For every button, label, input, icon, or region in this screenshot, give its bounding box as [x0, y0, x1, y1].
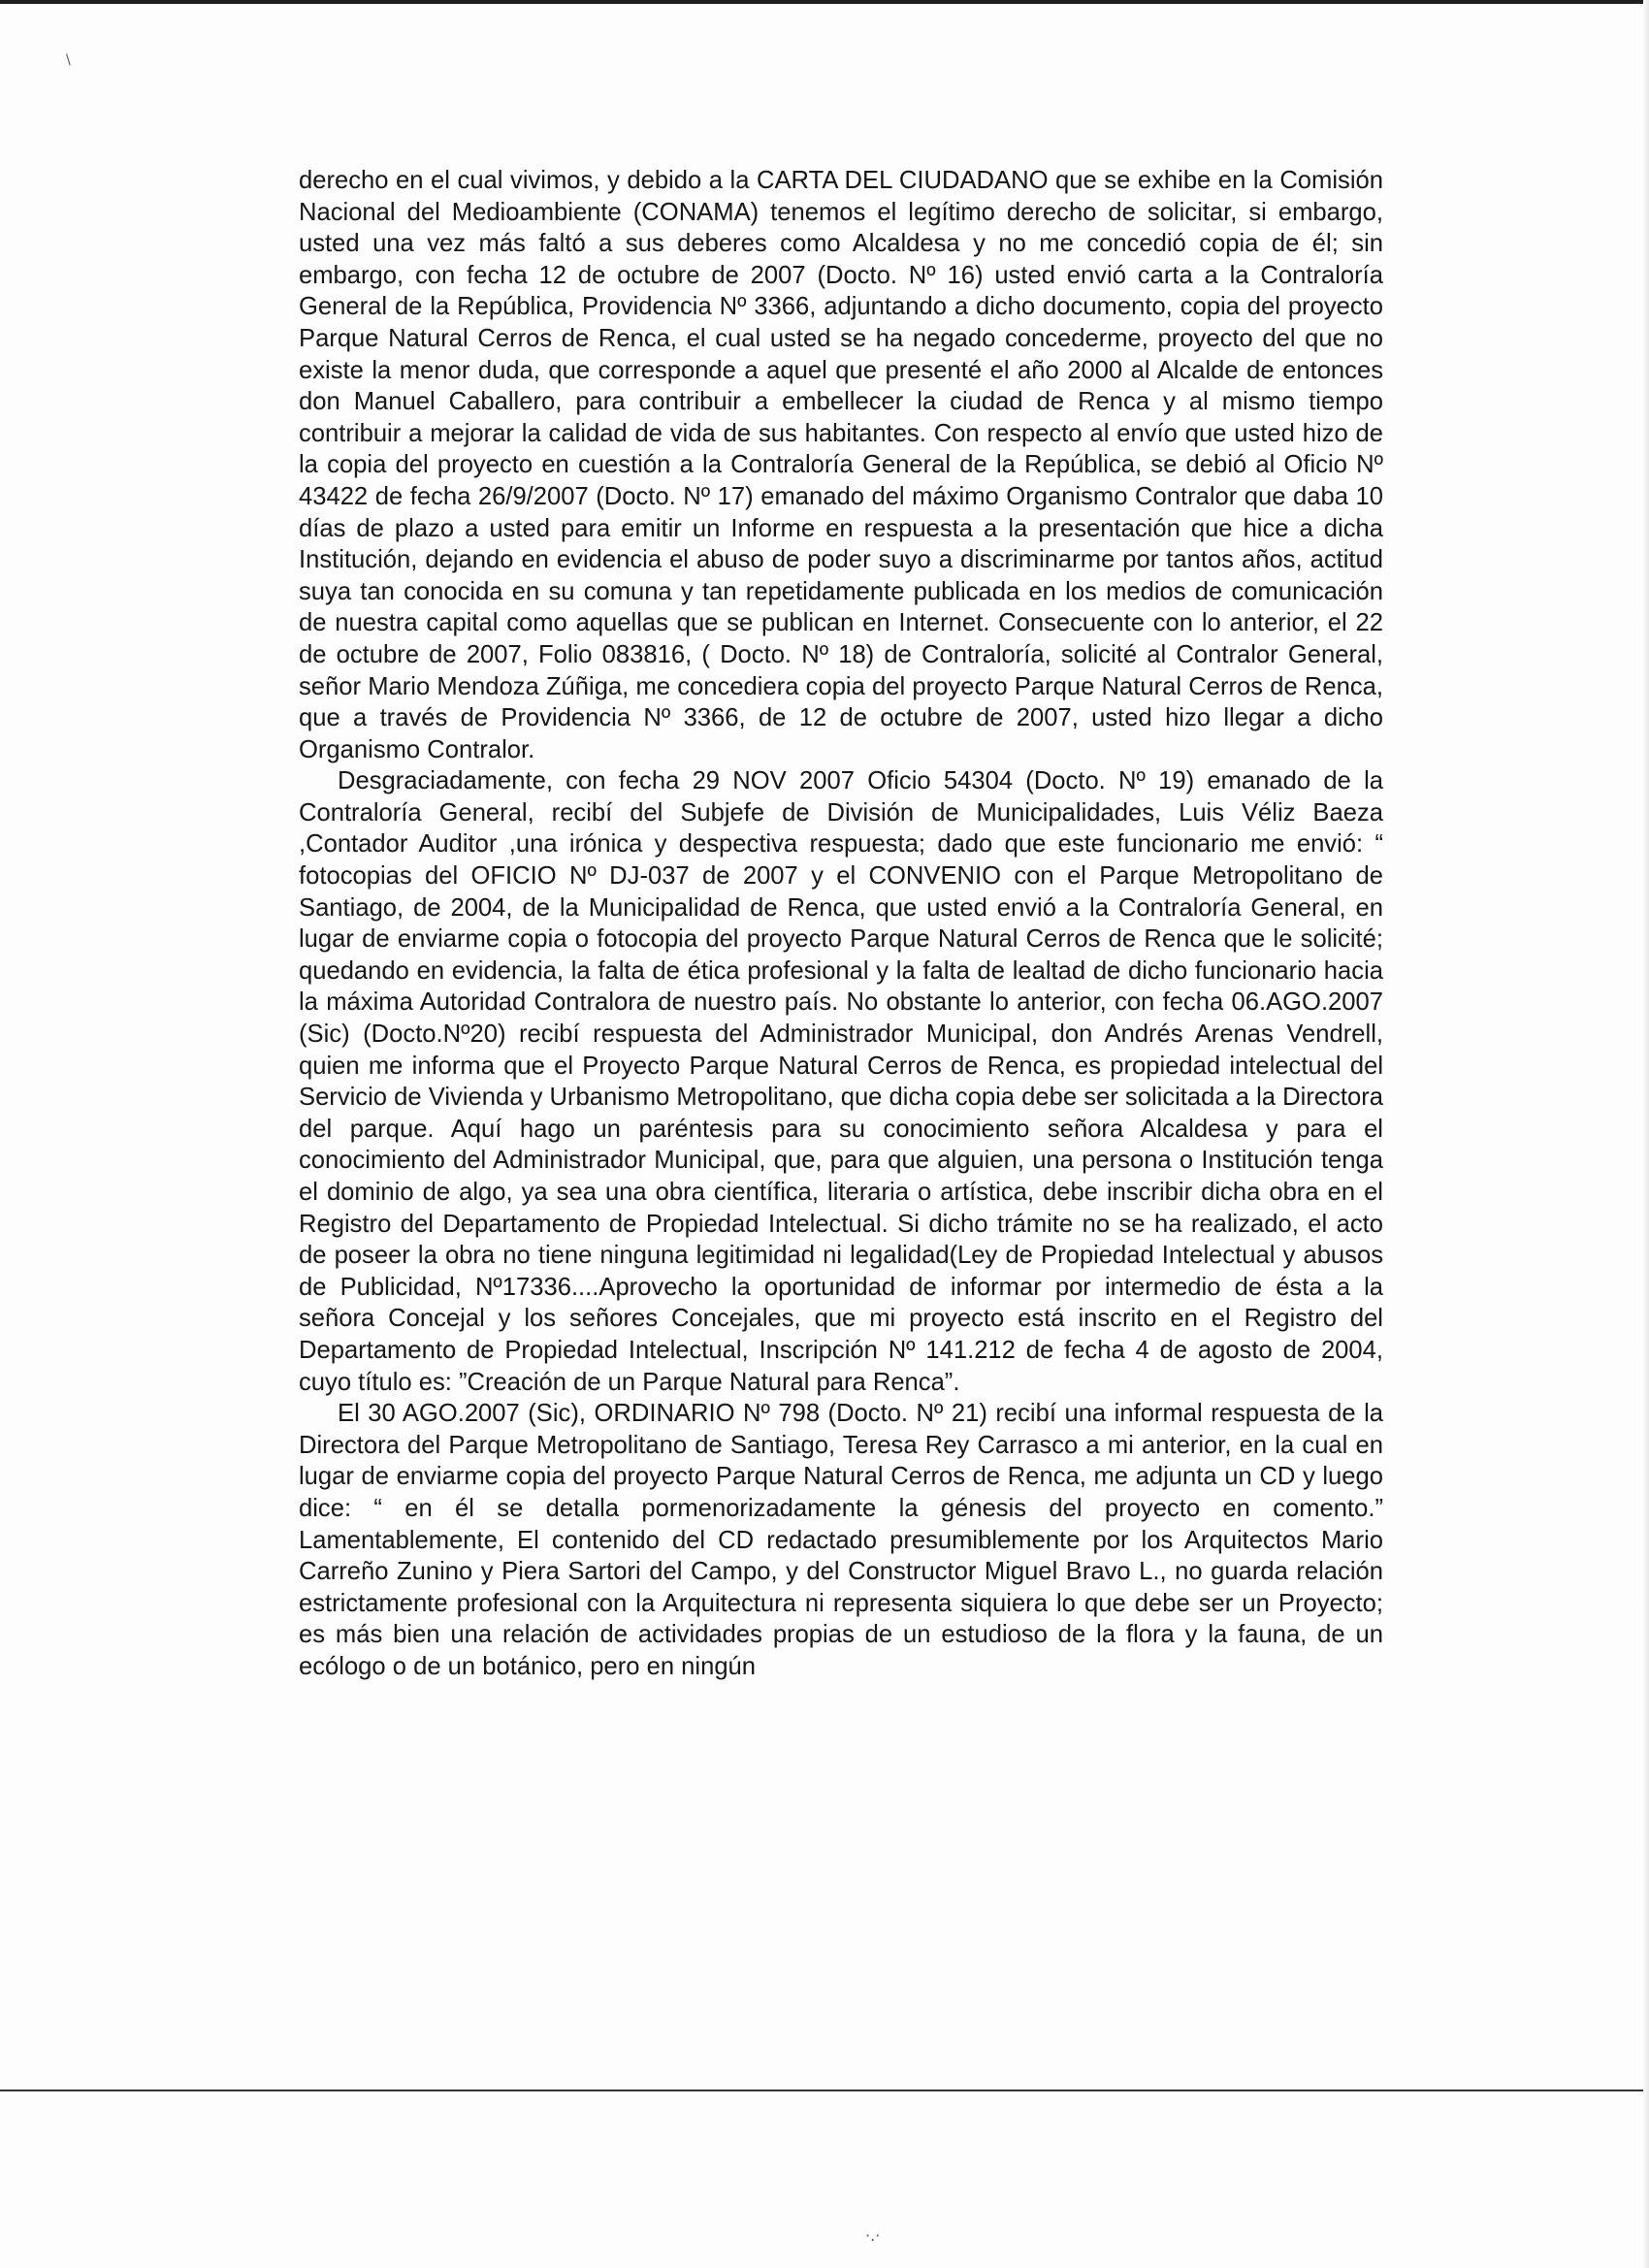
- letter-body: [299, 165, 1383, 1683]
- paragraph-2: Desgraciadamente, con fecha 29 NOV 2007 Oficio 54304 (Docto. Nº 19) emanado de la Contraloría General, recibí del Subjefe de División de Municipalidades, Luis Véliz Baeza ,Contador Auditor ,una irónica y despectiva respuesta; dado que este funcionario me envió: “ fotocopias del OFICIO Nº DJ-037 de 2007 y el CONVENIO con el Parque Metropolitano de Santiago, de 2004, de la Municipalidad de Renca, que usted envió a la Contraloría General, en lugar de enviarme copia o fotocopia del proyecto Parque Natural Cerros de Renca que le solicité; quedando en evidencia, la falta de ética profesional y la falta de lealtad de dicho funcionario hacia la máxima Autoridad Contralora de nuestro país. No obstante lo anterior, con fecha 06.AGO.2007 (Sic) (Docto.Nº20) recibí respuesta del Administrador Municipal, don Andrés Arenas Vendrell, quien me informa que el Proyecto Parque Natural Cerros de Renca, es propiedad intelectual del Servicio de Vivienda y Urbanismo Metropolitano, que dicha copia debe ser solicitada a la Directora del parque. Aquí hago un paréntesis para su conocimiento señora Alcaldesa y para el conocimiento del Administrador Municipal, que, para que alguien, una persona o Institución tenga el dominio de algo, ya sea una obra científica, literaria o artística, debe inscribir dicha obra en el Registro del Departamento de Propiedad Intelectual. Si dicho trámite no se ha realizado, el acto de poseer la obra no tiene ninguna legitimidad ni legalidad(Ley de Propiedad Intelectual y abusos de Publicidad, Nº17336....Aprovecho la oportunidad de informar por intermedio de ésta a la señora Concejal y los señores Concejales, que mi proyecto está inscrito en el Registro del Departamento de Propiedad Intelectual, Inscripción Nº 141.212 de fecha 4 de agosto de 2004, cuyo título es: ”Creación de un Parque Natural para Renca”.: [299, 767, 1383, 1396]
- paragraph-3: El 30 AGO.2007 (Sic), ORDINARIO Nº 798 (Docto. Nº 21) recibí una informal respuesta de la Directora del Parque Metropolitano de Santiago, Teresa Rey Carrasco a mi anterior, en la cual en lugar de enviarme copia del proyecto Parque Natural Cerros de Renca, me adjunta un CD y luego dice: “ en él se detalla pormenorizadamente la génesis del proyecto en comento.” Lamentablemente, El contenido del CD redactado presumiblemente por los Arquitectos Mario Carreño Zunino y Piera Sartori del Campo, y del Constructor Miguel Bravo L., no guarda relación estrictamente profesional con la Arquitectura ni representa siquiera lo que debe ser un Proyecto; es más bien una relación de actividades propias de un estudioso de la flora y la fauna, de un ecólogo o de un botánico, pero en ningún: [299, 1400, 1383, 1680]
- scan-right-edge: [1643, 0, 1649, 2268]
- scan-mark-bottom: ·.·: [865, 2226, 881, 2245]
- paragraph-1: derecho en el cual vivimos, y debido a la CARTA DEL CIUDADANO que se exhibe en la Comisión Nacional del Medioambiente (CONAMA) tenemos el legítimo derecho de solicitar, si embargo, usted una vez más faltó a sus deberes como Alcaldesa y no me concedió copia de él; sin embargo, con fecha 12 de octubre de 2007 (Docto. Nº 16) usted envió carta a la Contraloría General de la República, Providencia Nº 3366, adjuntando a dicho documento, copia del proyecto Parque Natural Cerros de Renca, el cual usted se ha negado concederme, proyecto del que no existe la menor duda, que corresponde a aquel que presenté el año 2000 al Alcalde de entonces don Manuel Caballero, para contribuir a embellecer la ciudad de Renca y al mismo tiempo contribuir a mejorar la calidad de vida de sus habitantes. Con respecto al envío que usted hizo de la copia del proyecto en cuestión a la Contraloría General de la República, se debió al Oficio Nº 43422 de fecha 26/9/2007 (Docto. Nº 17) emanado del máximo Organismo Contralor que daba 10 días de plazo a usted para emitir un Informe en respuesta a la presentación que hice a dicha Institución, dejando en evidencia el abuso de poder suyo a discriminarme por tantos años, actitud suya tan conocida en su comuna y tan repetidamente publicada en los medios de comunicación de nuestra capital como aquellas que se publican en Internet. Consecuente con lo anterior, el 22 de octubre de 2007, Folio 083816, ( Docto. Nº 18) de Contraloría, solicité al Contralor General, señor Mario Mendoza Zúñiga, me concediera copia del proyecto Parque Natural Cerros de Renca, que a través de Providencia Nº 3366, de 12 de octubre de 2007, usted hizo llegar a dicho Organismo Contralor.: [299, 167, 1383, 763]
- scan-mark-top-left: \: [66, 52, 71, 68]
- scan-top-edge: [0, 0, 1649, 4]
- scan-bottom-edge: [0, 2090, 1649, 2091]
